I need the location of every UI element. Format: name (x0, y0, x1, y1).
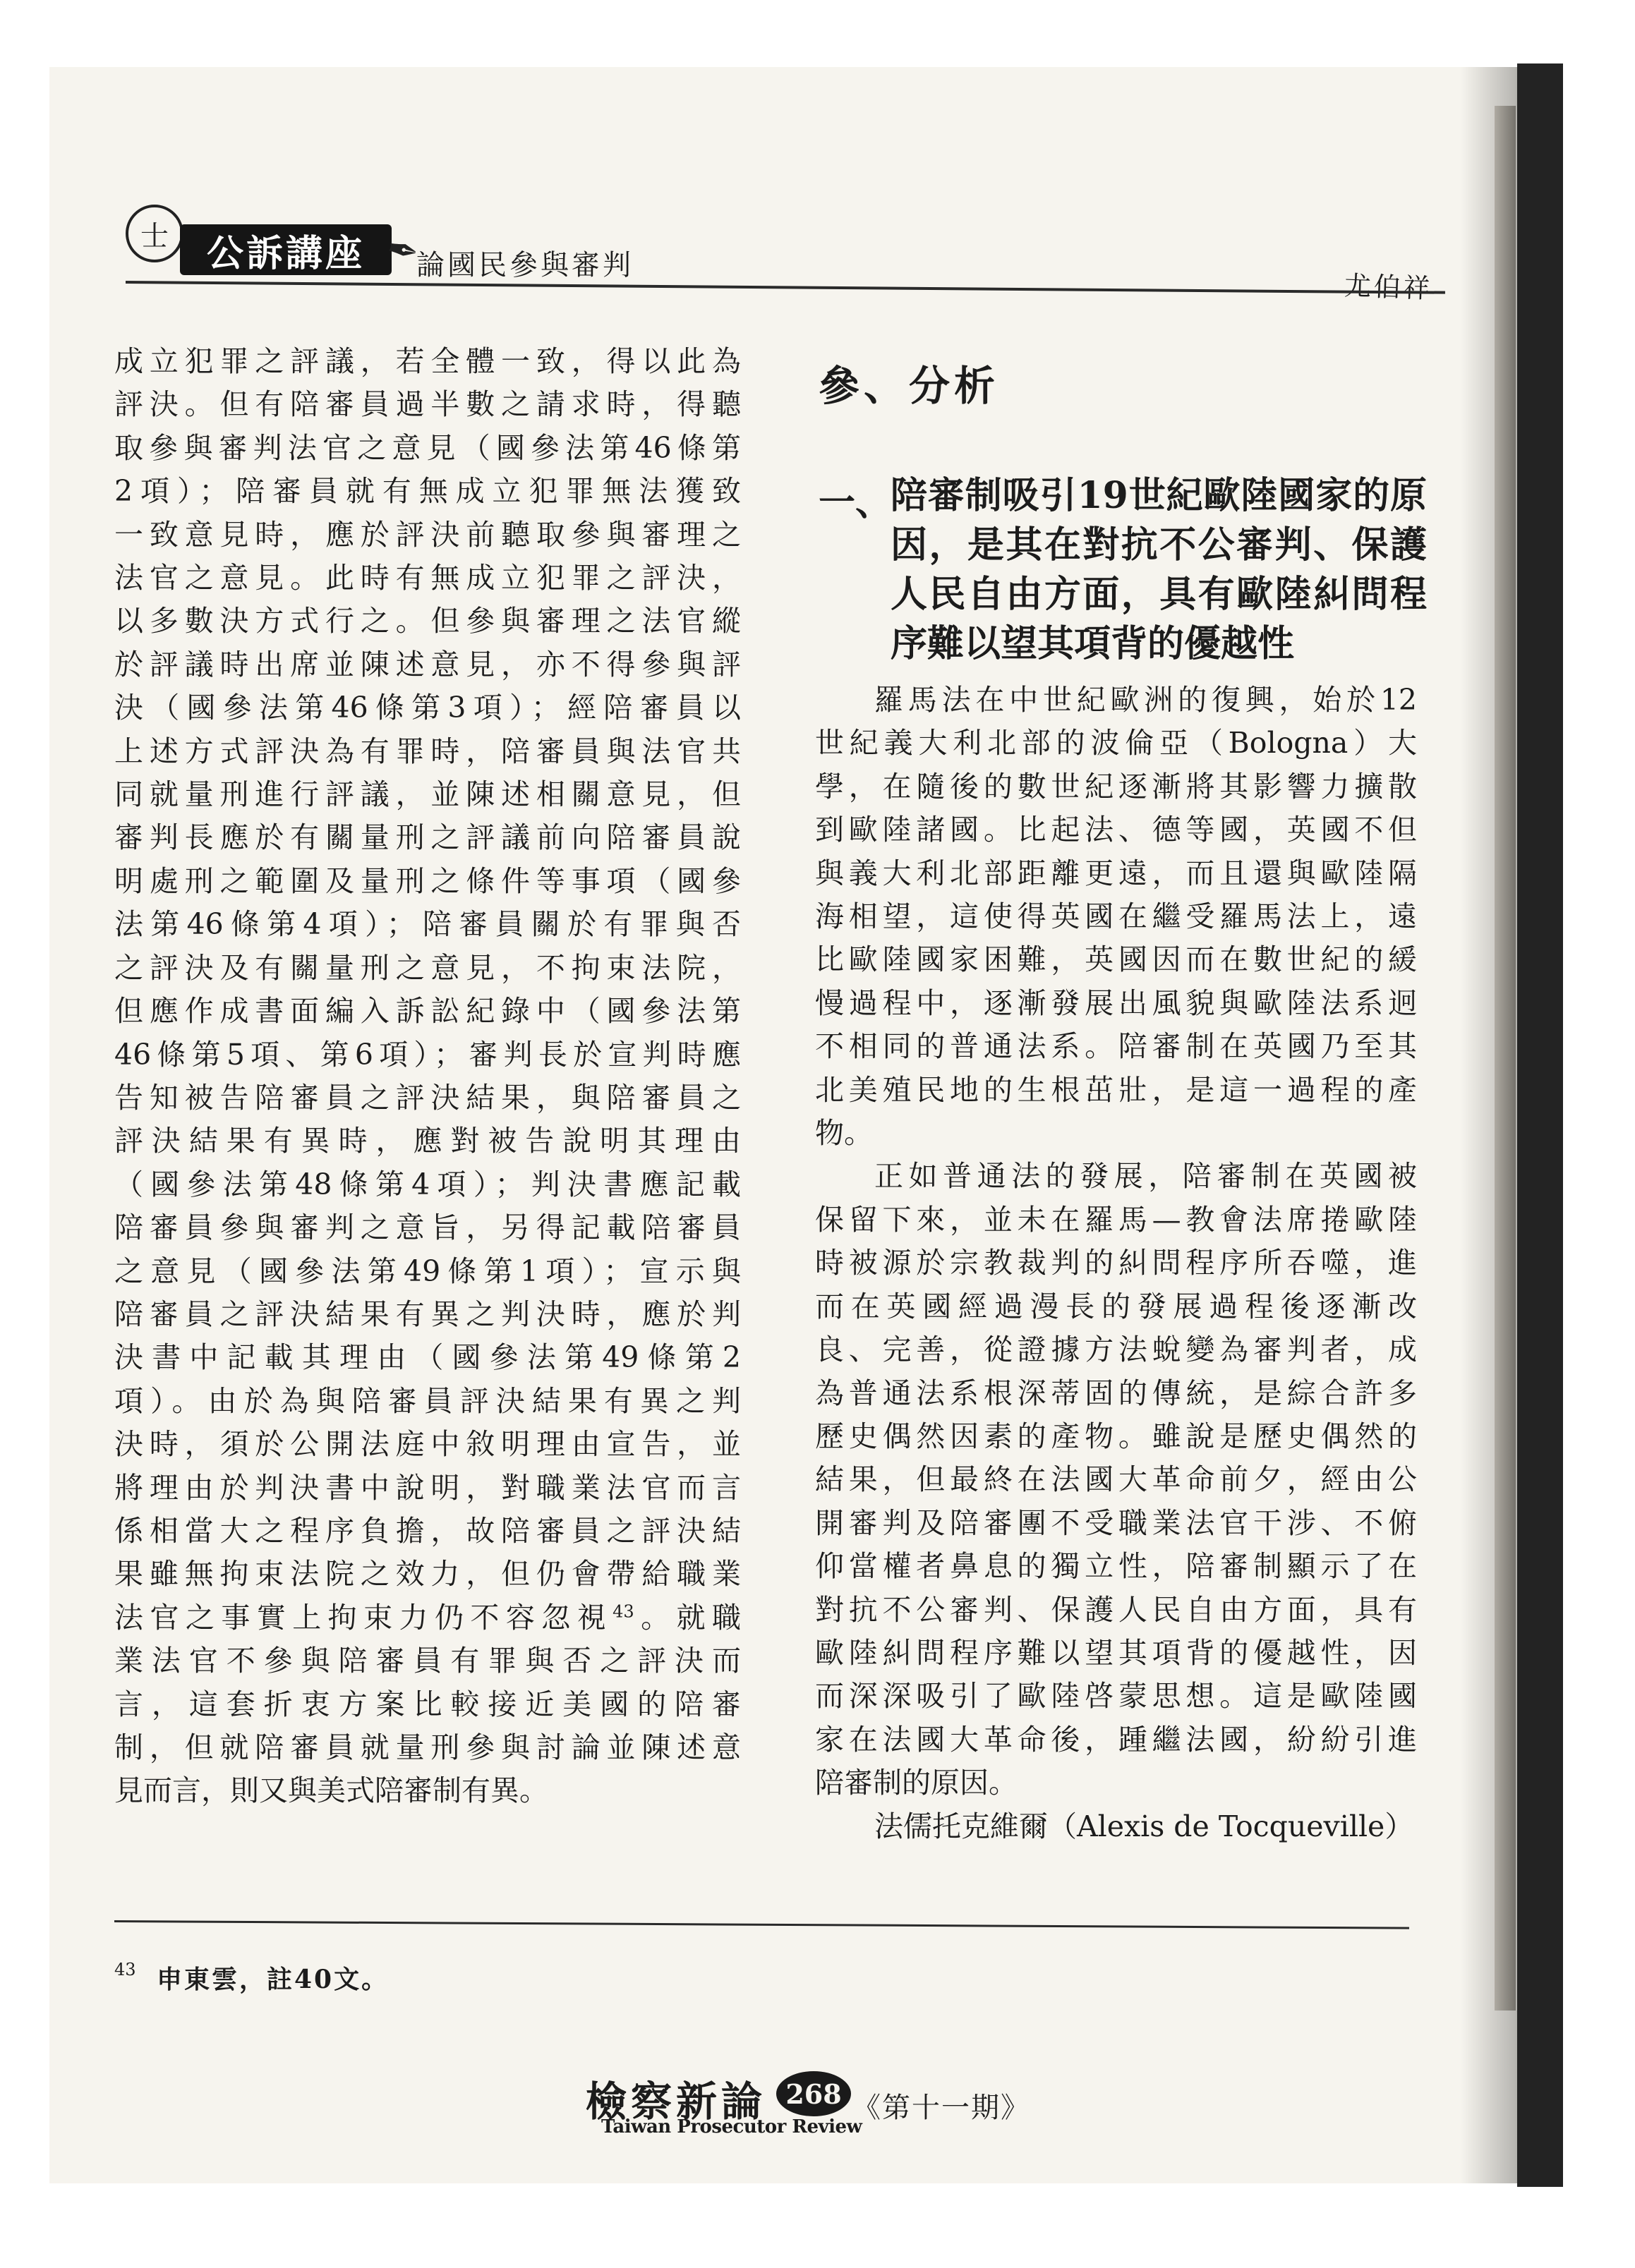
left-column-lines (114, 340, 741, 1596)
text-line: 開審判及陪審團不受職業法官干涉、不俯 (815, 1505, 1417, 1540)
text-line: 成立犯罪之評議，若全體一致，得以此為 (114, 344, 741, 378)
text-line: 到歐陸諸國。比起法、德等國，英國不但 (815, 813, 1417, 847)
text-line: 羅馬法在中世紀歐洲的復興，始於12 (874, 683, 1417, 717)
text-line: 北美殖民地的生根茁壯，是這一過程的產 (815, 1072, 1417, 1107)
text-line: 物。 (815, 1116, 873, 1151)
text-line: 與義大利北部距離更遠，而且還與歐陸隔 (815, 856, 1417, 890)
text-line: 明處刑之範圍及量刑之條件等事項（國參 (114, 863, 741, 898)
paragraph-1 (815, 679, 1417, 1155)
text-line: 之評決及有關量刑之意見，不拘束法院， (114, 950, 741, 985)
text-line: 2項）；陪審員就有無成立犯罪無法獲致 (114, 474, 741, 509)
text-line: 家在法國大革命後，踵繼法國，紛紛引進 (815, 1722, 1417, 1757)
text-line: 決（國參法第46條第3項）；經陪審員以 (114, 691, 741, 725)
journal-name: 檢察新論 (586, 2078, 767, 2126)
footnote-number: 43 (114, 1960, 136, 1979)
paragraph-2 (815, 1155, 1417, 1805)
text-line: 評決結果有異時，應對被告說明其理由 (114, 1124, 741, 1158)
text-line: 係相當大之程序負擔，故陪審員之評決結 (114, 1513, 741, 1548)
text-line: 言，這套折衷方案比較接近美國的陪審 (114, 1687, 741, 1721)
section-label: 公訴講座 (180, 224, 392, 275)
quill-icon: ✒ (382, 225, 423, 276)
text-line: 海相望，這使得英國在繼受羅馬法上，遠 (815, 899, 1417, 934)
issue-label: 《第十一期》 (852, 2092, 1030, 2124)
text-line: 業法官不參與陪審員有罪與否之評決而 (114, 1644, 741, 1678)
text-line: 歐陸糾問程序難以望其項背的優越性，因 (815, 1635, 1417, 1670)
text-line: 陪審制的原因。 (815, 1766, 1018, 1800)
text-line: 評決。但有陪審員過半數之請求時，得聽 (114, 387, 741, 422)
page-number: 268 (776, 2071, 851, 2116)
paragraph-3: 法儒托克維爾（Alexis de Tocqueville） (874, 1809, 1414, 1843)
text-line: 但應作成書面編入訴訟紀錄中（國參法第 (114, 994, 741, 1029)
text-line: 項）。由於為與陪審員評決結果有異之判 (114, 1383, 741, 1418)
text-line: 而在英國經過漫長的發展過程後逐漸改 (815, 1289, 1417, 1323)
text-line: 一致意見時，應於評決前聽取參與審理之 (114, 517, 741, 552)
subsection-heading: 陪審制吸引19世紀歐陸國家的原因，是其在對抗不公審判、保護人民自由方面，具有歐陸糾問程序難以望其項背的優越性 (891, 474, 1427, 665)
text-line: 慢過程中，逐漸發展出風貌與歐陸法系迥 (815, 986, 1417, 1020)
text-line: 結果，但最終在法國大革命前夕，經由公 (815, 1462, 1417, 1497)
text-line: 決書中記載其理由（國參法第49條第2 (114, 1340, 741, 1375)
text-line: 以多數決方式行之。但參與審理之法官縱 (114, 604, 741, 638)
text-line: 時被源於宗教裁判的糾問程序所吞噬，進 (815, 1246, 1417, 1280)
text-line: 為普通法系根深蒂固的傳統，是綜合許多 (815, 1376, 1417, 1410)
footnote-text: 申東雲，註40文。 (157, 1965, 390, 1994)
text-line: 正如普通法的發展，陪審制在英國被 (874, 1159, 1417, 1194)
text-line: 告知被告陪審員之評決結果，與陪審員之 (114, 1080, 741, 1115)
book-edge (1517, 63, 1563, 2187)
text-line: 學，在隨後的數世紀逐漸將其影響力擴散 (815, 769, 1417, 803)
text-line: 仰當權者鼻息的獨立性，陪審制顯示了在 (815, 1549, 1417, 1584)
text-line: 制，但就陪審員就量刑參與討論並陳述意 (114, 1730, 741, 1764)
text-line: 同就量刑進行評議，並陳述相關意見，但 (114, 777, 741, 812)
text-line: 取參與審判法官之意見（國參法第46條第 (114, 430, 741, 465)
text-line: 世紀義大利北部的波倫亞（Bologna）大 (815, 726, 1417, 760)
text-line: （國參法第48條第4項）；判決書應記載 (114, 1167, 741, 1201)
right-column (815, 679, 1417, 1848)
text-line: 審判長應於有關量刑之評議前向陪審員說 (114, 820, 741, 855)
journal-english-name: Taiwan Prosecutor Review (601, 2116, 862, 2137)
left-column-tail (114, 1639, 741, 1813)
text-line: 將理由於判決書中說明，對職業法官而言 (114, 1470, 741, 1505)
text-line: 歷史偶然因素的產物。雖說是歷史偶然的 (815, 1419, 1417, 1453)
text-line: 法第46條第4項）；陪審員關於有罪與否 (114, 907, 741, 942)
subsection-number: 一、 (819, 481, 893, 524)
text-line: 於評議時出席並陳述意見，亦不得參與評 (114, 647, 741, 681)
text-line: 果雖無拘束法院之效力，但仍會帶給職業 (114, 1557, 741, 1591)
text-line: 法官之意見。此時有無成立犯罪之評決， (114, 561, 741, 595)
footnote-reference[interactable]: 43 (613, 1601, 634, 1622)
left-line-30: 法官之事實上拘束力仍不容忽視 (114, 1600, 613, 1635)
continuation-text: 。就職 (634, 1600, 742, 1635)
text-line: 決時，須於公開法庭中敘明理由宣告，並 (114, 1427, 741, 1462)
text-line: 見而言，則又與美式陪審制有異。 (114, 1773, 548, 1808)
text-line: 保留下來，並未在羅馬—教會法席捲歐陸 (815, 1202, 1417, 1237)
text-line: 陪審員之評決結果有異之判決時，應於判 (114, 1297, 741, 1331)
footnote-line (114, 1596, 741, 1639)
left-column (114, 340, 741, 1813)
running-title: 論國民參與審判 (416, 249, 634, 281)
text-line: 之意見（國參法第49條第1項）；宣示與 (114, 1254, 741, 1288)
text-line: 而深深吸引了歐陸啓蒙思想。這是歐陸國 (815, 1679, 1417, 1714)
text-line: 上述方式評決為有罪時，陪審員與法官共 (114, 734, 741, 768)
section-heading: 參、分析 (819, 362, 1000, 410)
author-name: 尤伯祥 (1344, 269, 1434, 305)
emblem-icon: 士 (126, 205, 183, 262)
text-line: 46條第5項、第6項）；審判長於宣判時應 (114, 1037, 741, 1072)
text-line: 良、完善，從證據方法蛻變為審判者，成 (815, 1333, 1417, 1367)
text-line: 陪審員參與審判之意旨，另得記載陪審員 (114, 1211, 741, 1245)
text-line: 比歐陸國家困難，英國因而在數世紀的緩 (815, 942, 1417, 977)
text-line: 對抗不公審判、保護人民自由方面，具有 (815, 1592, 1417, 1627)
text-line: 不相同的普通法系。陪審制在英國乃至其 (815, 1029, 1417, 1064)
